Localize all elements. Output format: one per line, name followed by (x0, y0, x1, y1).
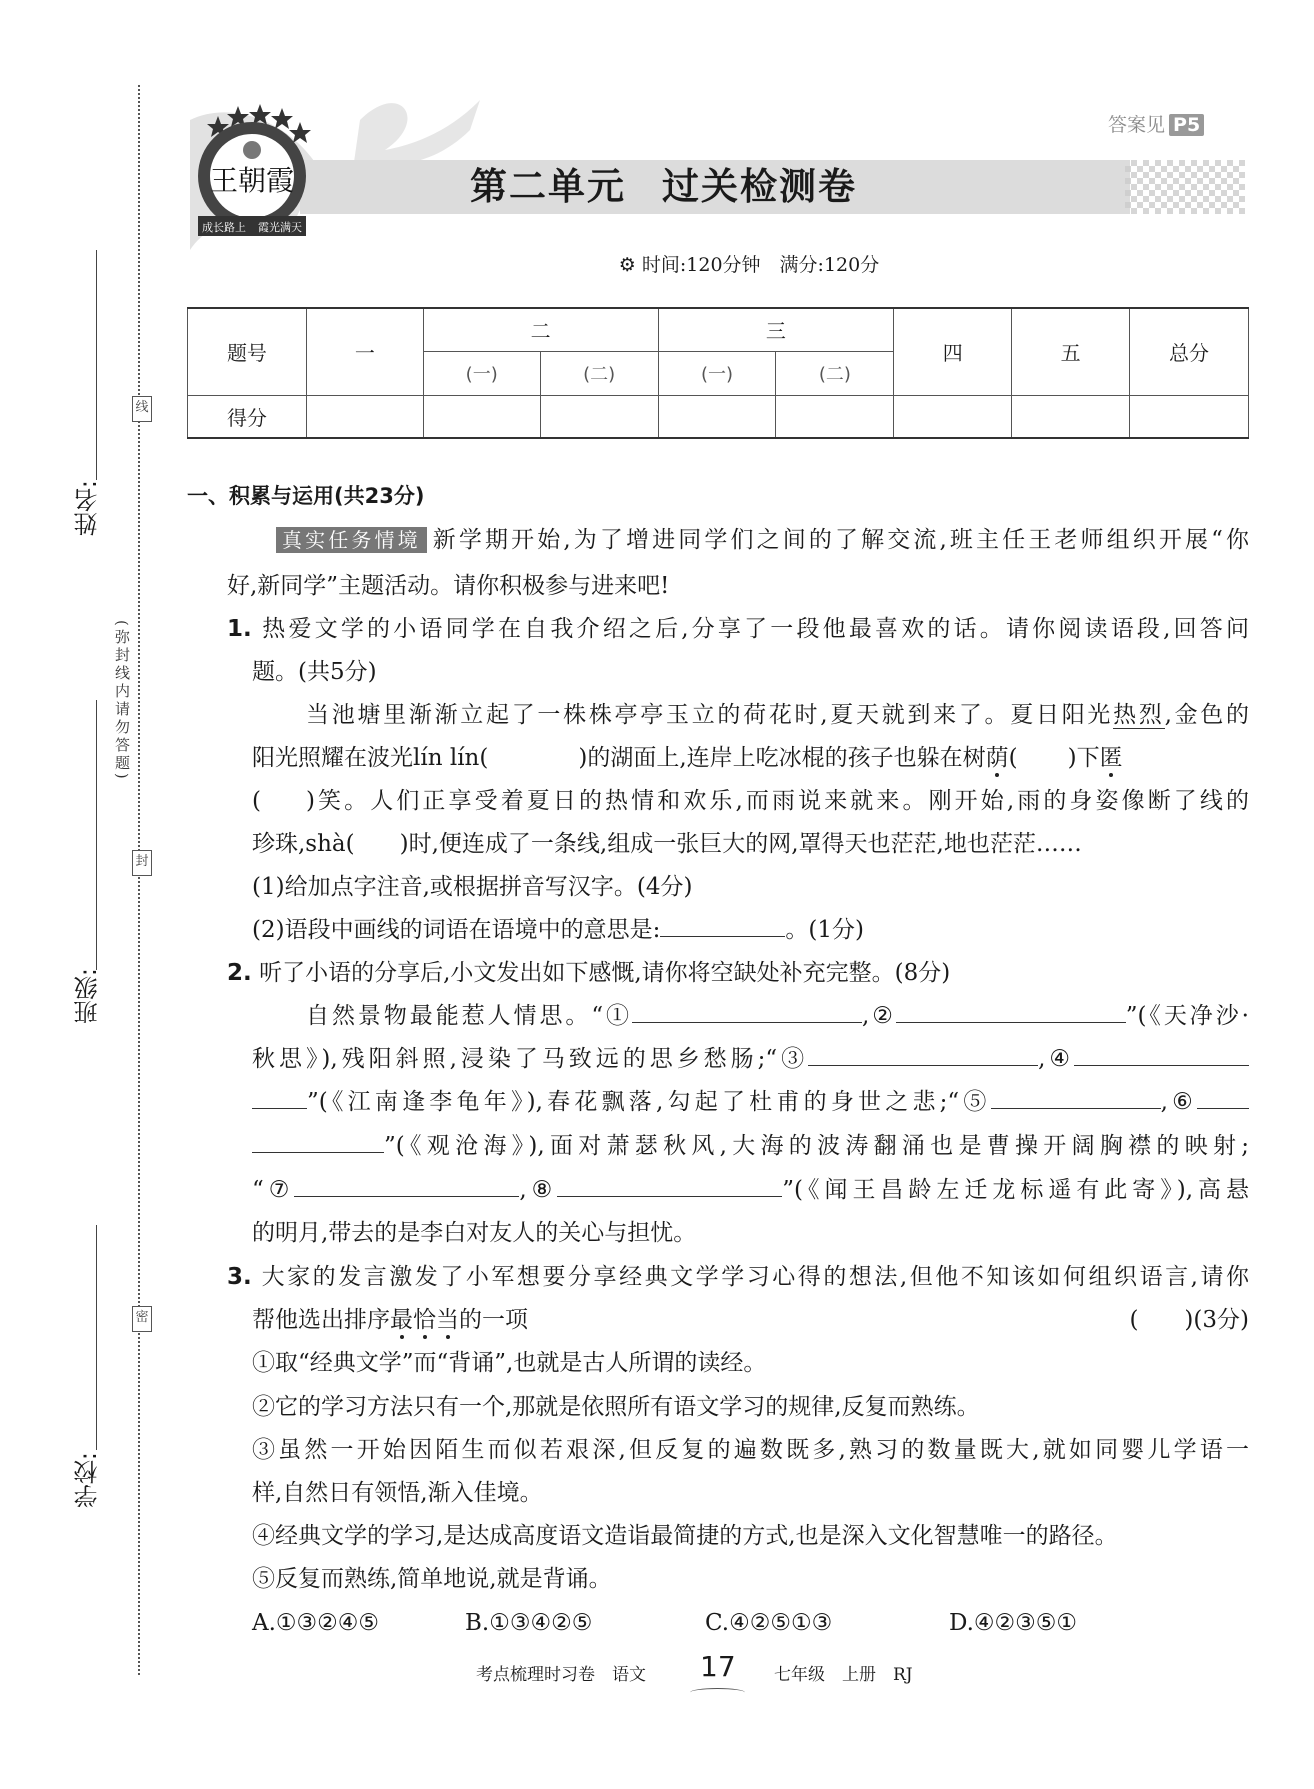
clock-icon: ⚙ (618, 254, 636, 276)
text: 秋思》),残阳斜照,浸染了马致远的思乡愁肠;“③ (252, 1046, 809, 1072)
text: 帮他选出排序 (252, 1307, 390, 1333)
q3-sentence-3a (252, 1428, 1249, 1472)
underlined-word: 热烈 (1113, 702, 1165, 728)
q3-sentence-1: ①取“经典文学”而“背诵”,也就是古人所谓的读经。 (252, 1350, 767, 1376)
score-cell[interactable] (306, 395, 423, 438)
dotted-char: 恰 (413, 1307, 436, 1333)
answer-ref-label: 答案见 (1108, 114, 1166, 136)
q3-option-b[interactable]: B.①③④②⑤ (465, 1610, 593, 1636)
text: ”(《天净沙· (1125, 1003, 1249, 1029)
answer-blank-6-cont[interactable] (252, 1124, 384, 1153)
answer-blank-4[interactable] (1074, 1037, 1249, 1066)
dotted-char: 最 (390, 1307, 413, 1333)
text: 自然景物最能惹人情思。“① (306, 1003, 632, 1029)
text: 阳光照耀在波光lín lín( (252, 745, 489, 771)
answer-blank-5[interactable] (991, 1080, 1161, 1109)
q3-stem-line-1 (227, 1255, 1249, 1299)
page-title (470, 160, 857, 214)
name-write-line[interactable] (96, 250, 97, 480)
answer-blank-6[interactable] (1197, 1080, 1249, 1109)
text: (2)语段中画线的词语在语境中的意思是: (252, 917, 661, 943)
header-question-number: 题号 (188, 308, 307, 395)
q1-passage-line-3 (252, 779, 1249, 823)
q1-passage-line-1 (306, 693, 1249, 737)
dotted-char: 匿 (1099, 745, 1123, 771)
score-cell[interactable] (894, 395, 1012, 438)
answer-blank-2[interactable] (896, 994, 1126, 1023)
text: 珍珠,shà( (252, 831, 355, 857)
text: 当池塘里渐渐立起了一株株亭亭玉立的荷花时,夏天就到来了。夏日阳光 (306, 702, 1114, 728)
school-write-line[interactable] (96, 1225, 97, 1450)
answer-blank-7[interactable] (294, 1168, 519, 1197)
text: ③虽然一开始因陌生而似若艰深,但反复的遍数既多,熟习的数量既大,就如同婴儿学语一 (252, 1437, 1249, 1463)
score-row (188, 395, 1249, 438)
q3-option-a[interactable]: A.①③②④⑤ (252, 1610, 380, 1636)
text: ”(《观沧海》),面对萧瑟秋风,大海的波涛翻涌也是曹操开阔胸襟的映射; (384, 1133, 1249, 1159)
q2-line-5 (252, 1168, 1249, 1212)
svg-text:霞光满天: 霞光满天 (258, 221, 302, 234)
q1-stem-line-2: 题。(共5分) (252, 659, 377, 685)
title-test: 过关检测卷 (662, 165, 857, 208)
school-label: 学校: (74, 1452, 102, 1509)
text: ,⑧ (519, 1177, 558, 1203)
section-heading: 一、积累与运用(共23分) (187, 484, 425, 508)
header-part-2-sub-2: (二) (540, 351, 658, 395)
header-part-2: 二 (423, 308, 658, 351)
q2-line-3 (252, 1080, 1249, 1124)
text: ”(《江南逢李龟年》),春花飘落,勾起了杜甫的身世之悲;“⑤ (307, 1089, 991, 1115)
q2-stem-text: 听了小语的分享后,小文发出如下感慨,请你将空缺处补充完整。(8分) (259, 960, 951, 986)
footer-grade: 七年级 上册 RJ (774, 1665, 913, 1685)
q1-sub-2 (252, 908, 864, 952)
q2-line-1 (306, 994, 1249, 1038)
answer-blank-3[interactable] (808, 1037, 1038, 1066)
q1-stem-line-1 (227, 607, 1249, 651)
header-part-4: 四 (894, 308, 1012, 395)
exam-info-text: 时间:120分钟 满分:120分 (641, 254, 880, 276)
dotted-char: 当 (436, 1307, 459, 1333)
score-row-label: 得分 (188, 395, 307, 438)
q1-sub-1: (1)给加点字注音,或根据拼音写汉字。(4分) (252, 874, 693, 900)
svg-text:成长路上: 成长路上 (202, 221, 246, 234)
task-tag: 真实任务情境 (276, 527, 427, 553)
q3-points: (3分) (1193, 1307, 1249, 1333)
score-cell[interactable] (540, 395, 658, 438)
text: ( (252, 788, 261, 814)
q3-sentence-3b: 样,自然日有领悟,渐入佳境。 (252, 1480, 543, 1506)
text: )的湖面上,连岸上吃冰棍的孩子也躲在树 (578, 745, 986, 771)
q1-passage-line-4 (252, 822, 1082, 866)
q3-sentence-2: ②它的学习方法只有一个,那就是依照所有语文学习的规律,反复而熟练。 (252, 1394, 980, 1420)
binding-dotted-line (138, 85, 140, 1675)
q3-number: 3. (227, 1264, 252, 1290)
text: “⑦ (252, 1177, 295, 1203)
text: 的一项 (459, 1307, 528, 1333)
q2-line-6: 的明月,带去的是李白对友人的关心与担忧。 (252, 1220, 697, 1246)
score-cell[interactable] (423, 395, 540, 438)
q2-line-4 (252, 1124, 1249, 1168)
text: ,② (861, 1003, 896, 1029)
intro-text-1: 新学期开始,为了增进同学们之间的了解交流,班主任王老师组织开展“你 (432, 527, 1249, 553)
brand-logo (188, 98, 318, 248)
text: )下 (1067, 745, 1100, 771)
checker-decoration (1125, 160, 1245, 214)
q2-stem (227, 951, 950, 995)
header-part-2-sub-1: (一) (423, 351, 540, 395)
score-cell[interactable] (776, 395, 894, 438)
name-label: 姓名: (74, 480, 102, 537)
page-number: 17 (700, 1650, 736, 1683)
q3-sentence-5: ⑤反复而熟练,简单地说,就是背诵。 (252, 1566, 612, 1592)
answer-blank[interactable] (660, 908, 785, 937)
q2-number: 2. (227, 960, 252, 986)
class-label: 班级: (74, 968, 102, 1025)
intro-line-2: 好,新同学”主题活动。请你积极参与进来吧! (227, 573, 670, 599)
header-part-3-sub-1: (一) (658, 351, 776, 395)
score-table (187, 307, 1249, 439)
score-cell[interactable] (1012, 395, 1130, 438)
footer-book: 考点梳理时习卷 语文 (476, 1665, 646, 1685)
seal-mark-xian: 线 (132, 396, 152, 422)
page-number-decoration (690, 1688, 745, 1697)
text: ,金色的 (1164, 702, 1250, 728)
text: )笑。人们正享受着夏日的热情和欢乐,而雨说来就来。刚开始,雨的身姿像断了线的 (305, 788, 1249, 814)
q1-stem-1: 热爱文学的小语同学在自我介绍之后,分享了一段他最喜欢的话。请你阅读语段,回答问 (262, 616, 1249, 642)
answer-blank-8[interactable] (557, 1168, 782, 1197)
header-part-1: 一 (306, 308, 423, 395)
text: 。(1分) (785, 917, 864, 943)
intro-line-1 (276, 518, 1249, 562)
text: ,④ (1038, 1046, 1074, 1072)
text: ( (1008, 745, 1018, 771)
q3-option-c[interactable]: C.④②⑤①③ (705, 1610, 833, 1636)
title-unit: 第二单元 (470, 165, 626, 208)
q3-stem-1: 大家的发言激发了小军想要分享经典文学学习心得的想法,但他不知该如何组织语言,请你 (261, 1264, 1250, 1290)
q1-passage-line-2 (252, 736, 1249, 780)
text: ”(《闻王昌龄左迁龙标遥有此寄》),高悬 (782, 1177, 1250, 1203)
score-cell[interactable] (658, 395, 776, 438)
seal-mark-feng: 封 (132, 850, 152, 876)
q3-answer-paren[interactable]: ( ) (1129, 1307, 1194, 1333)
header-total: 总分 (1130, 308, 1249, 395)
class-write-line[interactable] (96, 700, 97, 970)
seal-mark-mi: 密 (132, 1306, 152, 1332)
answer-reference (1108, 110, 1204, 137)
q3-option-d[interactable]: D.④②③⑤① (949, 1610, 1078, 1636)
header-part-5: 五 (1012, 308, 1130, 395)
q3-sentence-4: ④经典文学的学习,是达成高度语文造诣最简捷的方式,也是深入文化智慧唯一的路径。 (252, 1523, 1118, 1549)
header-part-3: 三 (658, 308, 894, 351)
score-cell[interactable] (1130, 395, 1249, 438)
q2-line-2 (252, 1037, 1249, 1081)
dotted-char: 荫 (985, 745, 1009, 771)
text: )时,便连成了一条线,组成一张巨大的网,罩得天也茫茫,地也茫茫…… (399, 831, 1082, 857)
answer-ref-page: P5 (1169, 114, 1204, 136)
logo-text: 王朝霞 (209, 164, 295, 197)
seal-note: (弥封线内请勿答题) (113, 620, 131, 782)
exam-info (0, 250, 1314, 277)
answer-blank-1[interactable] (632, 994, 862, 1023)
q3-stem-line-2 (252, 1298, 1249, 1342)
answer-blank-4-cont[interactable] (252, 1080, 307, 1109)
header-part-3-sub-2: (二) (776, 351, 894, 395)
text: ,⑥ (1160, 1089, 1197, 1115)
q1-number: 1. (227, 616, 252, 642)
